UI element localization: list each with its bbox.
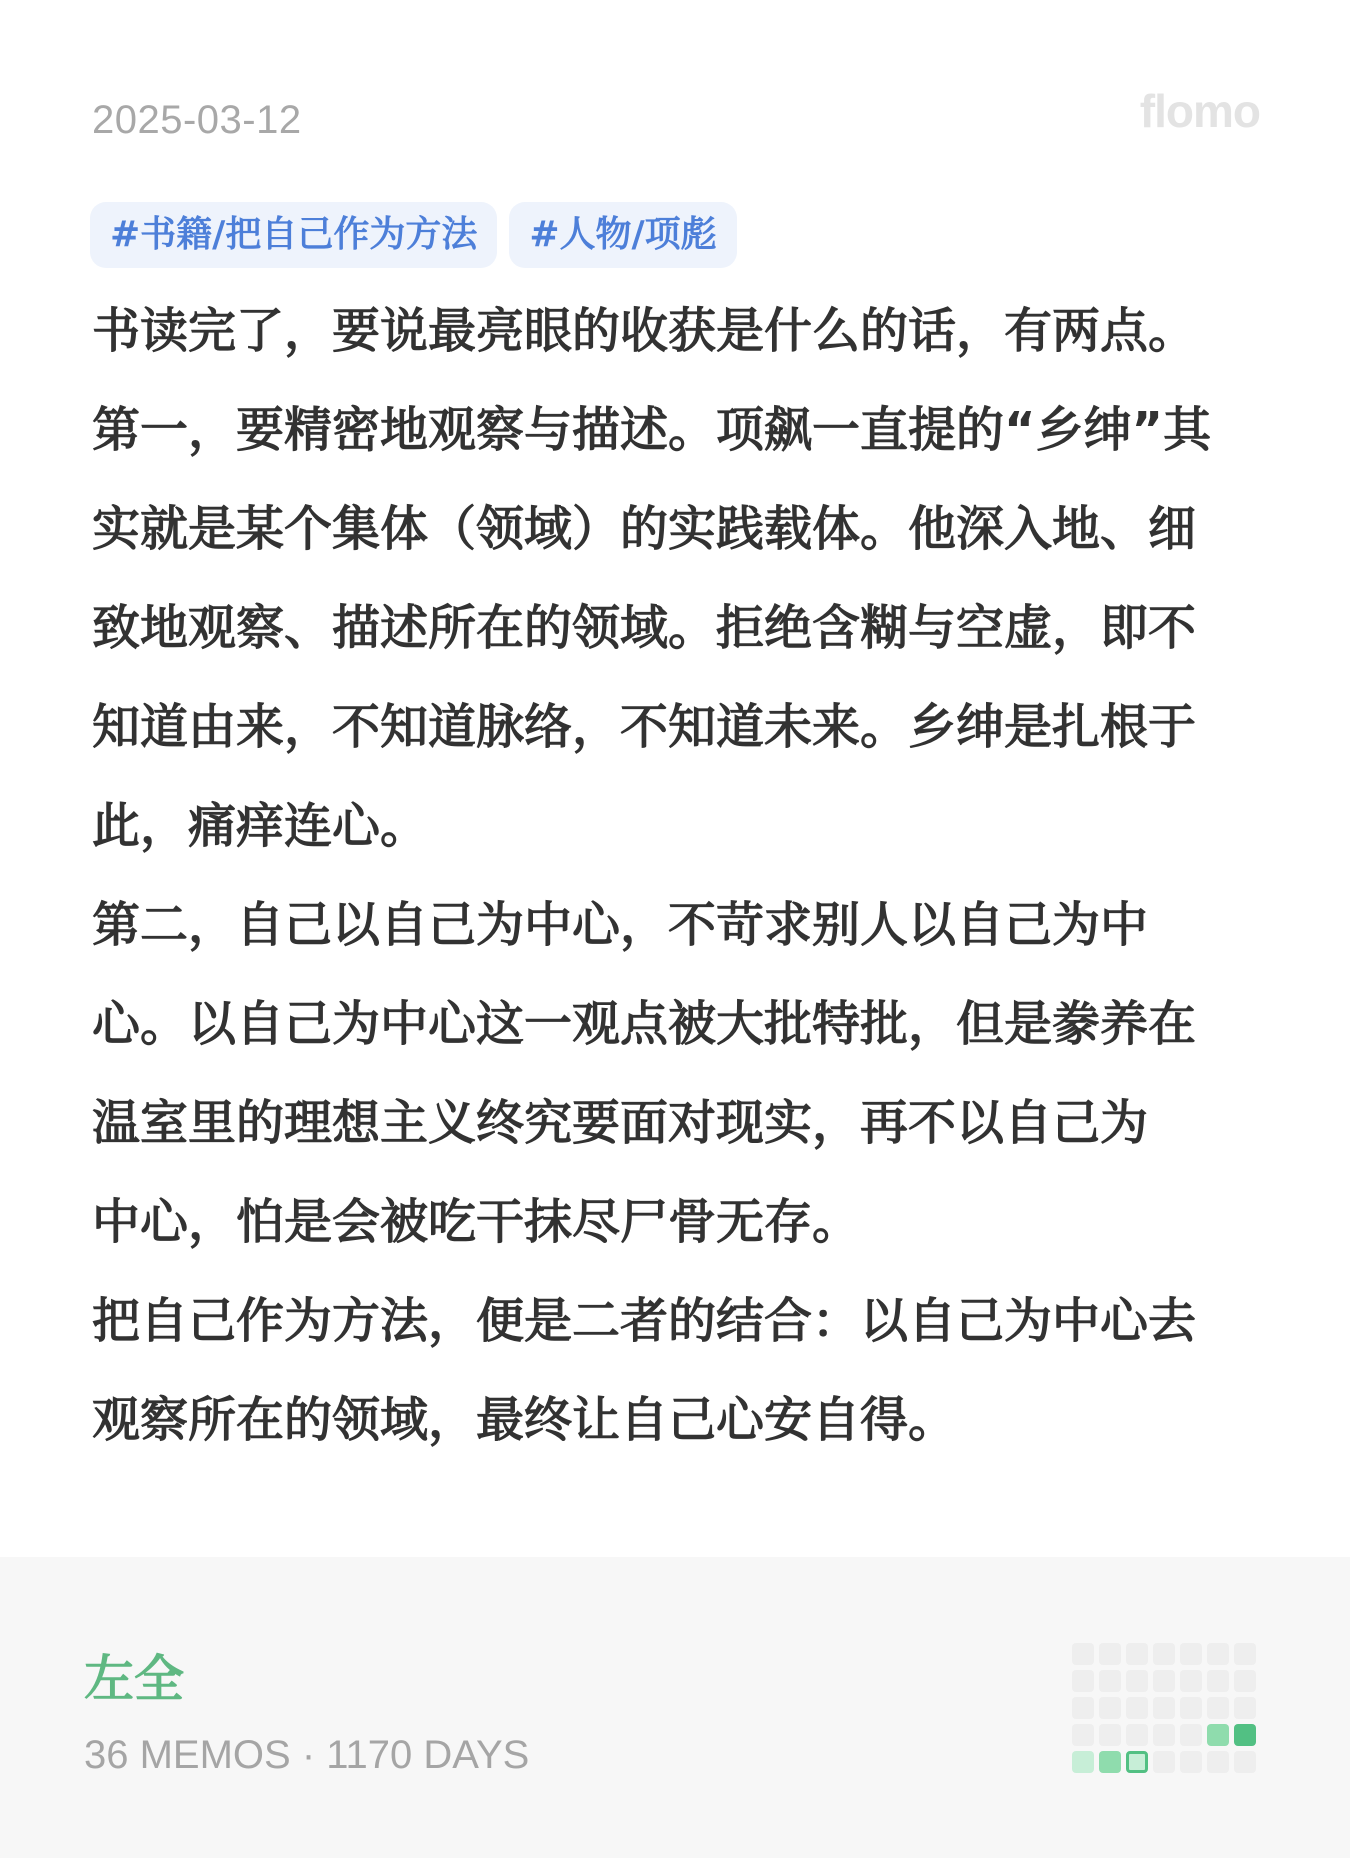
heatmap-cell (1099, 1724, 1121, 1746)
heatmap-cell (1099, 1670, 1121, 1692)
memo-stats: 36 MEMOS · 1170 DAYS (84, 1733, 530, 1777)
heatmap-cell (1126, 1670, 1148, 1692)
author-name: 左全 (84, 1650, 184, 1708)
tag-list (90, 202, 737, 268)
memo-date: 2025-03-12 (92, 98, 302, 142)
heatmap-cell (1126, 1643, 1148, 1665)
heatmap-cell (1126, 1697, 1148, 1719)
heatmap-cell (1099, 1643, 1121, 1665)
memo-paragraph: 书读完了，要说最亮眼的收获是什么的话，有两点。 第一，要精密地观察与描述。项飙一直提的“乡绅”其 实就是某个集体（领域）的实践载体。他深入地、细 致地观察、描述所在的领域。拒绝含糊与空虚，即不 知道由来，不知道脉络，不知道未来。乡绅是扎根于 此，痛痒连心。 (92, 303, 1212, 854)
heatmap-cell (1234, 1670, 1256, 1692)
heatmap-cell (1072, 1670, 1094, 1692)
profile-footer (0, 1557, 1350, 1858)
heatmap-cell (1126, 1751, 1148, 1773)
flomo-logo: flomo (1139, 85, 1260, 137)
heatmap-cell (1153, 1670, 1175, 1692)
heatmap-cell (1207, 1697, 1229, 1719)
activity-heatmap (1072, 1643, 1256, 1773)
heatmap-cell (1234, 1751, 1256, 1773)
heatmap-cell (1153, 1724, 1175, 1746)
heatmap-cell (1207, 1724, 1229, 1746)
heatmap-cell (1234, 1724, 1256, 1746)
heatmap-cell (1180, 1670, 1202, 1692)
heatmap-cell (1072, 1724, 1094, 1746)
tag-person[interactable]: #人物/项彪 (509, 202, 736, 268)
tag-book[interactable]: #书籍/把自己作为方法 (90, 202, 497, 268)
heatmap-cell (1180, 1724, 1202, 1746)
heatmap-cell (1180, 1751, 1202, 1773)
heatmap-cell (1234, 1643, 1256, 1665)
heatmap-cell (1207, 1643, 1229, 1665)
heatmap-cell (1153, 1751, 1175, 1773)
memo-paragraph: 把自己作为方法，便是二者的结合：以自己为中心去 观察所在的领域，最终让自己心安自得。 (92, 1293, 1197, 1448)
heatmap-cell (1153, 1643, 1175, 1665)
heatmap-cell (1234, 1697, 1256, 1719)
heatmap-cell (1207, 1751, 1229, 1773)
heatmap-cell (1072, 1751, 1094, 1773)
heatmap-cell (1072, 1643, 1094, 1665)
heatmap-cell (1099, 1751, 1121, 1773)
heatmap-cell (1180, 1643, 1202, 1665)
heatmap-cell (1126, 1724, 1148, 1746)
heatmap-cell (1153, 1697, 1175, 1719)
heatmap-cell (1072, 1697, 1094, 1719)
memo-content (92, 282, 1262, 1470)
memo-paragraph: 第二，自己以自己为中心，不苛求别人以自己为中 心。以自己为中心这一观点被大批特批，但是豢养在 温室里的理想主义终究要面对现实，再不以自己为 中心，怕是会被吃干抹尽尸骨无存。 (92, 897, 1197, 1250)
heatmap-cell (1180, 1697, 1202, 1719)
heatmap-cell (1207, 1670, 1229, 1692)
heatmap-cell (1099, 1697, 1121, 1719)
